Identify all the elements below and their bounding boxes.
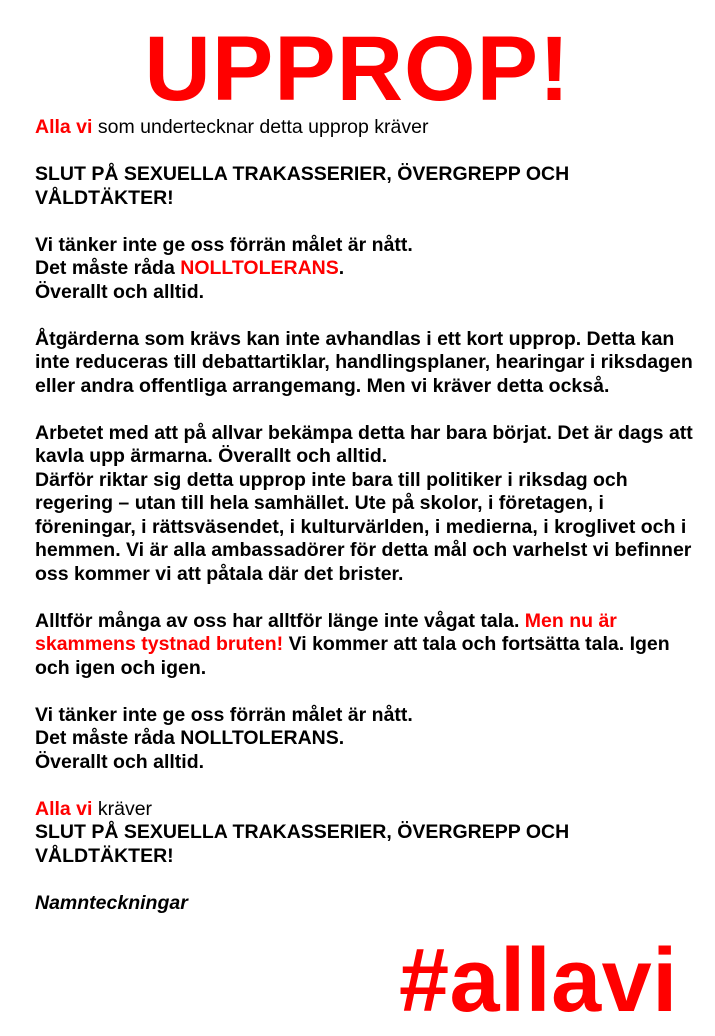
goal-2-line-1: Vi tänker inte ge oss förrän målet är nått. — [35, 703, 413, 726]
hashtag: #allavi — [399, 931, 678, 1031]
closing-red-text: Alla vi — [35, 797, 93, 820]
intro-rest-text: som undertecknar detta upprop kräver — [92, 116, 429, 138]
goal-2-line-3: Överallt och alltid. — [35, 750, 205, 773]
silence-start: Alltför många av oss har alltför länge inte vågat tala. — [35, 609, 525, 632]
intro-red-text: Alla vi — [35, 116, 93, 138]
goal-1-line-2 — [35, 257, 695, 281]
goal-block-2 — [35, 704, 695, 775]
closing-rest-text: kräver — [92, 797, 153, 820]
goal-1-line-2-prefix: Det måste råda — [35, 257, 181, 279]
paragraph-silence — [35, 610, 695, 681]
nolltolerans-red: NOLLTOLERANS — [180, 257, 339, 279]
closing-block — [35, 798, 695, 869]
goal-block-1 — [35, 234, 695, 305]
demand-heading: SLUT PÅ SEXUELLA TRAKASSERIER, ÖVERGREPP OCH VÅLDTÄKTER! — [35, 163, 570, 209]
goal-1-line-2-suffix: . — [338, 257, 345, 279]
petition-body — [35, 116, 695, 939]
closing-line — [35, 798, 695, 822]
goal-2-line-2: Det måste råda NOLLTOLERANS. — [35, 727, 345, 749]
goal-1-line-3: Överallt och alltid. — [35, 280, 205, 303]
intro-line — [35, 116, 695, 140]
goal-1-line-1: Vi tänker inte ge oss förrän målet är nått. — [35, 233, 413, 256]
paragraph-measures: Åtgärderna som krävs kan inte avhandlas i ett kort upprop. Detta kan inte reduceras till debattartiklar, handlingsplaner, hearingar i riksdagen eller andra offentliga arrangemang. Men vi kräver detta också. — [35, 327, 693, 397]
silence-red: Men nu är skammens tystnad bruten! — [35, 609, 617, 655]
paragraph-society: Därför riktar sig detta upprop inte bara till politiker i riksdag och regering – utan till hela samhället. Ute på skolor, i företagen, i föreningar, i rättsväsendet, i kulturvärlden, i medierna, i kroglivet och i hemmen. Vi är alla ambassadörer för detta mål och varhelst vi befinner oss kommer vi att påtala där det brister. — [35, 468, 692, 585]
silence-end: Vi kommer att tala och fortsätta tala. Igen och igen och igen. — [35, 633, 670, 679]
paragraph-work: Arbetet med att på allvar bekämpa detta har bara börjat. Det är dags att kavla upp ärmarna. Överallt och alltid. — [35, 421, 693, 467]
closing-demand: SLUT PÅ SEXUELLA TRAKASSERIER, ÖVERGREPP OCH VÅLDTÄKTER! — [35, 821, 570, 867]
page-title: UPPROP! — [144, 18, 571, 120]
signature-label: Namnteckningar — [35, 891, 188, 914]
